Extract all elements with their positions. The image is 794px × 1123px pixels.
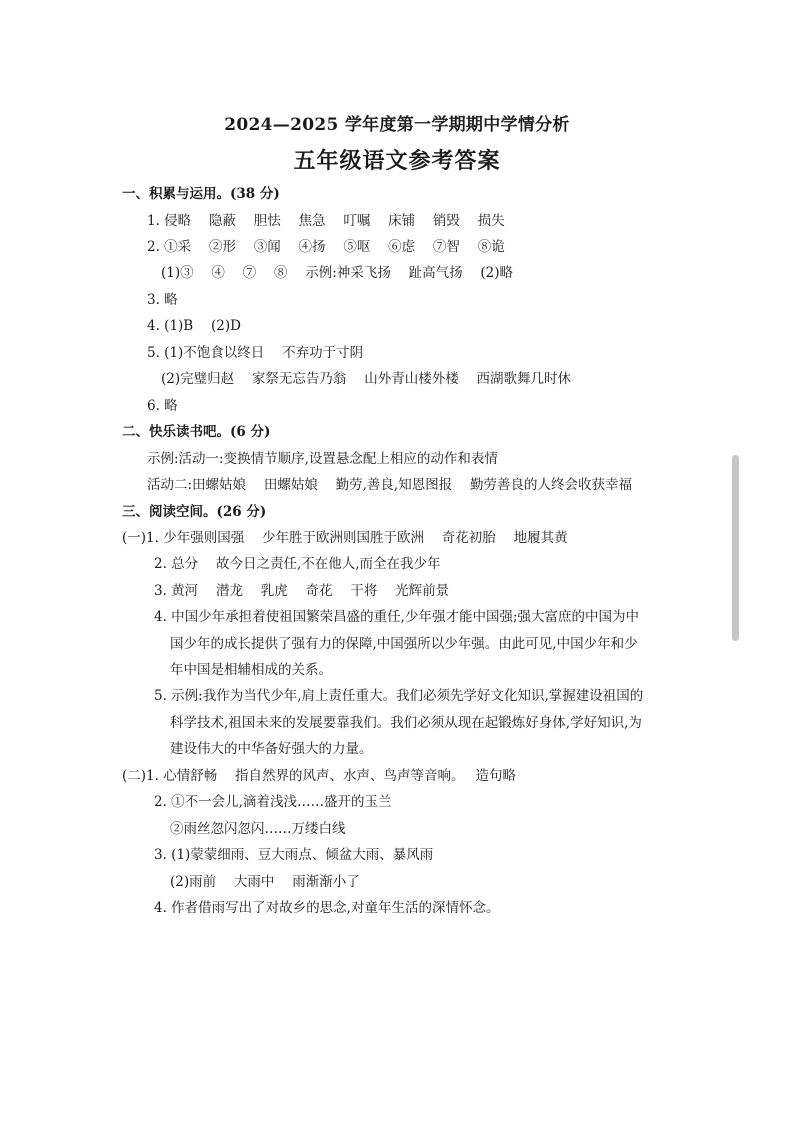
answer-line: (2)完璧归赵 家祭无忘告乃翁 山外青山楼外楼 西湖歌舞几时休 [161,371,571,387]
answer-line: 4. 作者借雨写出了对故乡的思念,对童年生活的深情怀念。 [154,900,500,916]
answer-line: 科学技术,祖国未来的发展要靠我们。我们必须从现在起锻炼好身体,学好知识,为 [170,715,642,731]
answer-line: 1. 侵略 隐蔽 胆怯 焦急 叮嘱 床铺 销毁 损失 [147,213,505,229]
answer-line: 5. 示例:我作为当代少年,肩上责任重大。我们必须先学好文化知识,掌握建设祖国的 [154,688,644,704]
answer-line: 2. ①采 ②形 ③闻 ④扬 ⑤呕 ⑥虑 ⑦智 ⑧诡 [147,239,505,255]
vertical-scrollbar[interactable] [732,455,739,641]
answer-line: 活动二:田螺姑娘 田螺姑娘 勤劳,善良,知恩图报 勤劳善良的人终会收获幸福 [147,477,633,493]
section-heading-accumulation: 一、积累与运用。(38 分) [122,186,280,202]
answer-line: (二)1. 心情舒畅 指自然界的风声、水声、鸟声等音响。 造句略 [122,768,517,784]
answer-line: 4. (1)B (2)D [147,318,241,334]
answer-line: 3. 略 [147,292,178,308]
answer-line: 国少年的成长提供了强有力的保障,中国强所以少年强。由此可见,中国少年和少 [170,636,638,652]
answer-line: 示例:活动一:变换情节顺序,设置悬念配上相应的动作和表情 [147,451,498,467]
answer-line: 年中国是相辅相成的关系。 [170,662,332,678]
section-heading-reading-bar: 二、快乐读书吧。(6 分) [122,424,271,440]
answer-line: 5. (1)不饱食以终日 不弃功于寸阴 [147,345,364,361]
answer-line: (2)雨前 大雨中 雨渐渐小了 [170,874,360,890]
answer-line: 3. (1)蒙蒙细雨、豆大雨点、倾盆大雨、暴风雨 [154,847,434,863]
answer-line: 6. 略 [147,398,178,414]
answer-line: 2. ①不一会儿,滴着浅浅……盛开的玉兰 [154,794,392,810]
answer-line: 2. 总分 故今日之责任,不在他人,而全在我少年 [154,556,441,572]
answer-line: 3. 黄河 潜龙 乳虎 奇花 干将 光辉前景 [154,583,450,599]
page-title: 2024—2025 学年度第一学期期中学情分析 [224,115,570,135]
answer-line: 4. 中国少年承担着使祖国繁荣昌盛的重任,少年强才能中国强;强大富庶的中国为中 [154,609,640,625]
answer-line: ②雨丝忽闪忽闪……万缕白线 [170,821,346,837]
answer-line: 建设伟大的中华备好强大的力量。 [170,741,373,757]
answer-line: (1)③ ④ ⑦ ⑧ 示例:神采飞扬 趾高气扬 (2)略 [161,265,514,281]
section-heading-reading-space: 三、阅读空间。(26 分) [122,504,267,520]
answer-line: (一)1. 少年强则国强 少年胜于欧洲则国胜于欧洲 奇花初胎 地履其黄 [122,530,568,546]
page-subtitle: 五年级语文参考答案 [293,148,501,174]
